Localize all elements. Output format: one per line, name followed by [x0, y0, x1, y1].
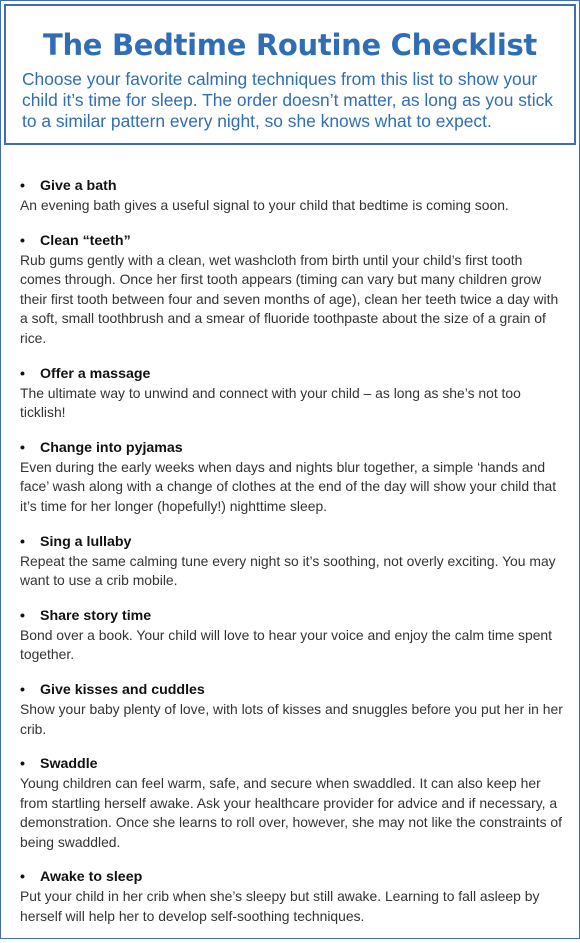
- checklist-item: [20, 365, 565, 423]
- item-title: Sing a lullaby: [40, 533, 132, 550]
- bullet-icon: •: [20, 178, 25, 194]
- item-description: The ultimate way to unwind and connect with your child – as long as she’s not too ticklish!: [20, 384, 521, 421]
- bullet-icon: •: [20, 756, 25, 773]
- item-title: Clean “teeth”: [40, 232, 131, 249]
- page-title: The Bedtime Routine Checklist: [42, 28, 537, 62]
- bullet-icon: •: [20, 681, 25, 698]
- item-title: Offer a massage: [40, 365, 151, 382]
- bullet-icon: •: [20, 439, 25, 456]
- checklist-item: [20, 868, 565, 926]
- item-description: An evening bath gives a useful signal to your child that bedtime is coming soon.: [20, 197, 509, 213]
- bullet-icon: •: [20, 607, 25, 624]
- item-title: Awake to sleep: [40, 869, 143, 886]
- item-title-row: [20, 755, 565, 773]
- item-title: Share story time: [40, 607, 152, 624]
- checklist-item: [20, 232, 565, 349]
- item-title-row: [20, 607, 565, 625]
- header-box: [4, 4, 576, 145]
- item-title-row: [20, 681, 565, 699]
- item-title-row: [20, 365, 565, 383]
- intro-text: Choose your favorite calming techniques from this list to show your child it’s time for sleep. The order doesn’t matter, as long as you stick to a similar pattern every night, so she knows what to expect.: [22, 69, 553, 131]
- checklist-item: [20, 607, 565, 665]
- item-title-row: [20, 177, 565, 195]
- item-description: Put your child in her crib when she’s sleepy but still awake. Learning to fall asleep by herself will help her to develop self-soothing techniques.: [20, 888, 540, 925]
- item-description: Even during the early weeks when days and nights blur together, a simple ‘hands and face’ wash along with a change of clothes at the end of the day will show your child that it’s time for her longer (hopefully!) nighttime sleep.: [20, 458, 557, 514]
- checklist-item: [20, 755, 565, 852]
- item-title: Give kisses and cuddles: [40, 681, 205, 698]
- checklist-item: [20, 533, 565, 591]
- item-title: Change into pyjamas: [40, 439, 183, 456]
- item-description: Young children can feel warm, safe, and secure when swaddled. It can also keep her from startling herself awake. Ask your healthcare provider for advice and if necessary, a demonstration. Once she learns to roll over, however, she may not like the constraints of being swaddled.: [20, 775, 563, 850]
- bullet-icon: •: [20, 533, 25, 550]
- item-description: Repeat the same calming tune every night so it’s soothing, not overly exciting. You may want to use a crib mobile.: [20, 552, 556, 589]
- item-description: Bond over a book. Your child will love to hear your voice and enjoy the calm time spent together.: [20, 626, 553, 663]
- bullet-icon: •: [20, 232, 25, 249]
- bullet-icon: •: [20, 869, 25, 886]
- item-description: Show your baby plenty of love, with lots of kisses and snuggles before you put her in her crib.: [20, 700, 563, 737]
- item-description: Rub gums gently with a clean, wet washcloth from birth until your child’s first tooth comes through. Once her first tooth appears (timing can vary but many children grow their first tooth between four and seven months of age), clean her teeth twice a day with a soft, small toothbrush and a smear of fluoride toothpaste about the size of a grain of rice.: [20, 251, 559, 346]
- item-title-row: [20, 533, 565, 551]
- item-title-row: [20, 439, 565, 457]
- bullet-icon: •: [20, 365, 25, 382]
- item-title: Give a bath: [40, 178, 117, 194]
- item-title-row: [20, 232, 565, 250]
- checklist: [20, 177, 565, 943]
- item-title-row: [20, 868, 565, 886]
- checklist-item: [20, 177, 565, 216]
- checklist-item: [20, 681, 565, 739]
- checklist-item: [20, 439, 565, 517]
- item-title: Swaddle: [40, 756, 98, 773]
